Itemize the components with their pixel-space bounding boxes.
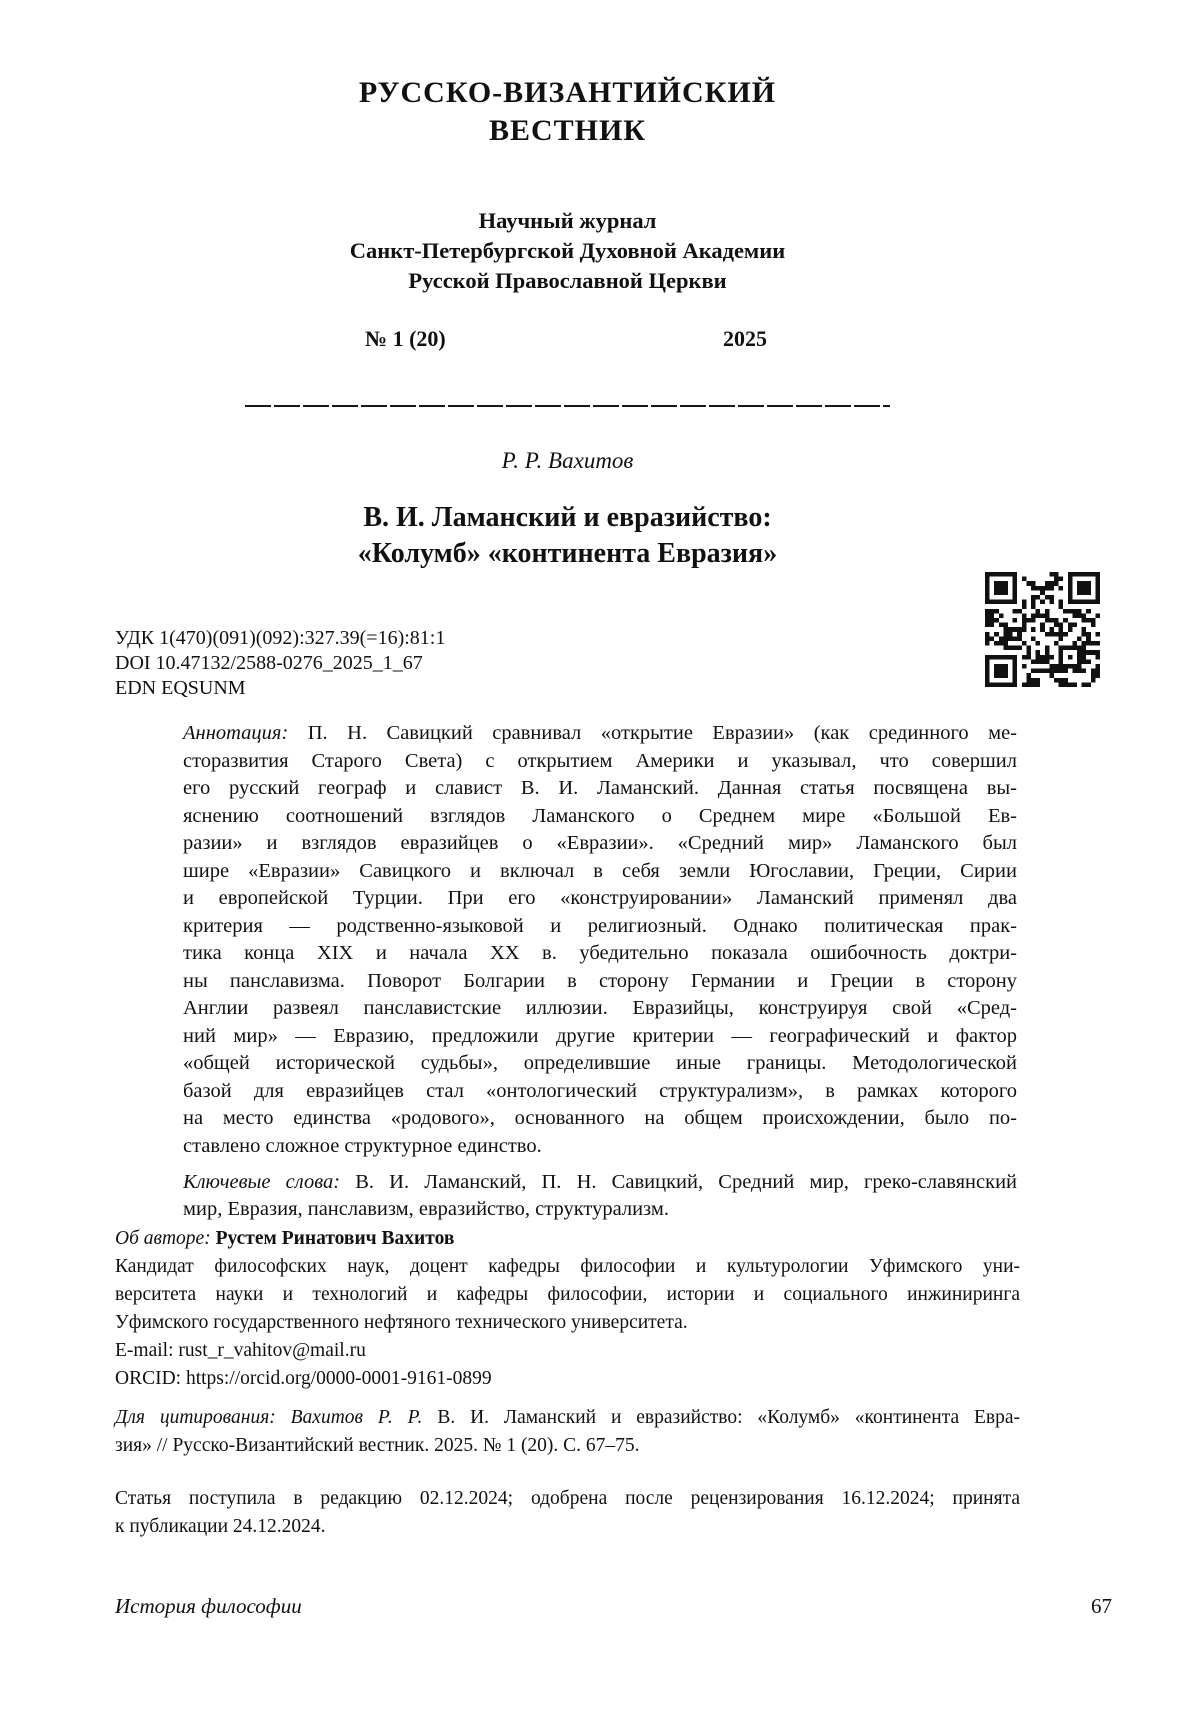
article-identifiers [115, 626, 1020, 701]
journal-subtitle [115, 206, 1020, 296]
abstract-line: шире «Евразии» Савицкого и включал в себя земли Югославии, Греции, Сирии [183, 859, 1017, 882]
udc-line: УДК 1(470)(091)(092):327.39(=16):81:1 [115, 627, 446, 649]
about-author-line: Уфимского государственного нефтяного технического университета. [115, 1312, 688, 1333]
abstract-line: ний мир» — Евразию, предложили другие критерии — географический и фактор [183, 1024, 1017, 1047]
divider-line [245, 405, 890, 407]
citation-line: зия» // Русско-Византийский вестник. 2025. № 1 (20). С. 67–75. [115, 1435, 640, 1456]
abstract-line: на место единства «родового», основанного на общем происхождении, было по- [183, 1107, 1017, 1129]
about-author-line: верситета науки и технологий и кафедры философии, истории и социального инжиниринга [115, 1284, 1020, 1305]
abstract-line: сторазвития Старого Света) с открытием Америки и указывал, что совершил [183, 749, 1017, 772]
abstract-line: и европейской Турции. При его «конструировании» Ламанский применял два [183, 887, 1017, 909]
citation-line: Для цитирования: Вахитов Р. Р. В. И. Ламанский и евразийство: «Колумб» «континента Евра- [115, 1407, 1021, 1428]
footer-section-title: История философии [115, 1594, 302, 1618]
abstract-line: «общей исторической судьбы», определившие иные границы. Методологической [183, 1052, 1017, 1074]
abstract-line: ны панславизма. Поворот Болгарии в сторону Германии и Греции в сторону [183, 969, 1017, 992]
issue-year: 2025 [723, 326, 767, 351]
article-title-line: В. И. Ламанский и евразийство: [363, 502, 772, 533]
abstract-line: яснению соотношений взглядов Ламанского о Среднем мире «Большой Ев- [183, 804, 1017, 827]
abstract-line: ставлено сложное структурное единство. [183, 1134, 542, 1157]
abstract-label: Аннотация: [183, 722, 289, 744]
submission-dates-block [115, 1485, 1020, 1541]
citation-block [115, 1404, 1020, 1460]
about-author-block [115, 1225, 1020, 1393]
footer-page-number: 67 [1091, 1594, 1112, 1618]
keywords-line: Ключевые слова: В. И. Ламанский, П. Н. Савицкий, Средний мир, греко-славянский [183, 1171, 1018, 1193]
abstract-block [183, 720, 1017, 1160]
submission-dates-line: к публикации 24.12.2024. [115, 1516, 326, 1537]
abstract-line: Аннотация: П. Н. Савицкий сравнивал «открытие Евразии» (как срединного ме- [183, 722, 1018, 744]
issue-number: № 1 (20) [365, 326, 446, 351]
journal-subtitle-line: Русской Православной Церкви [408, 268, 727, 293]
abstract-line: тика конца XIX и начала XX в. убедительно показала ошибочность доктри- [183, 942, 1017, 964]
abstract-line: разии» и взглядов евразийцев о «Евразии». «Средний мир» Ламанского был [183, 832, 1017, 854]
journal-subtitle-line: Научный журнал [478, 208, 657, 233]
about-author-name: Рустем Ринатович Вахитов [215, 1228, 455, 1249]
citation-label: Для цитирования: Вахитов Р. Р. [115, 1407, 423, 1428]
keywords-block [183, 1169, 1017, 1223]
doi-line: DOI 10.47132/2588-0276_2025_1_67 [115, 652, 423, 674]
abstract-line: Англии развеял панславистские иллюзии. Евразийцы, конструируя свой «Сред- [183, 997, 1017, 1019]
submission-dates-line: Статья поступила в редакцию 02.12.2024; одобрена после рецензирования 16.12.2024; принята [115, 1488, 1020, 1509]
article-title [115, 500, 1020, 572]
issue-row [365, 324, 767, 354]
author-byline: Р. Р. Вахитов [501, 448, 634, 473]
edn-line: EDN EQSUNM [115, 677, 246, 699]
journal-subtitle-line: Санкт-Петербургской Духовной Академии [349, 238, 786, 263]
qr-code [985, 572, 1100, 687]
abstract-line: базой для евразийцев стал «онтологический структурализм», в рамках которого [183, 1079, 1017, 1102]
about-author-heading [115, 1225, 1020, 1253]
about-author-label: Об авторе: [115, 1228, 211, 1249]
keywords-line: мир, Евразия, панславизм, евразийство, структурализм. [183, 1198, 669, 1220]
page-footer [115, 1594, 1112, 1619]
article-title-line: «Колумб» «континента Евразия» [357, 538, 778, 569]
about-author-line: Кандидат философских наук, доцент кафедры философии и культурологии Уфимского уни- [115, 1256, 1020, 1277]
journal-title [115, 74, 1020, 150]
journal-title-line: РУССКО-ВИЗАНТИЙСКИЙ [358, 76, 777, 109]
author-orcid: ORCID: https://orcid.org/0000-0001-9161-0899 [115, 1368, 492, 1389]
abstract-line: критерия — родственно-языковой и религиозный. Однако политическая прак- [183, 914, 1017, 937]
abstract-line: его русский географ и славист В. И. Ламанский. Данная статья посвящена вы- [183, 777, 1017, 799]
author-email: E-mail: rust_r_vahitov@mail.ru [115, 1340, 366, 1361]
journal-title-line: ВЕСТНИК [488, 114, 647, 147]
keywords-label: Ключевые слова: [183, 1171, 341, 1193]
